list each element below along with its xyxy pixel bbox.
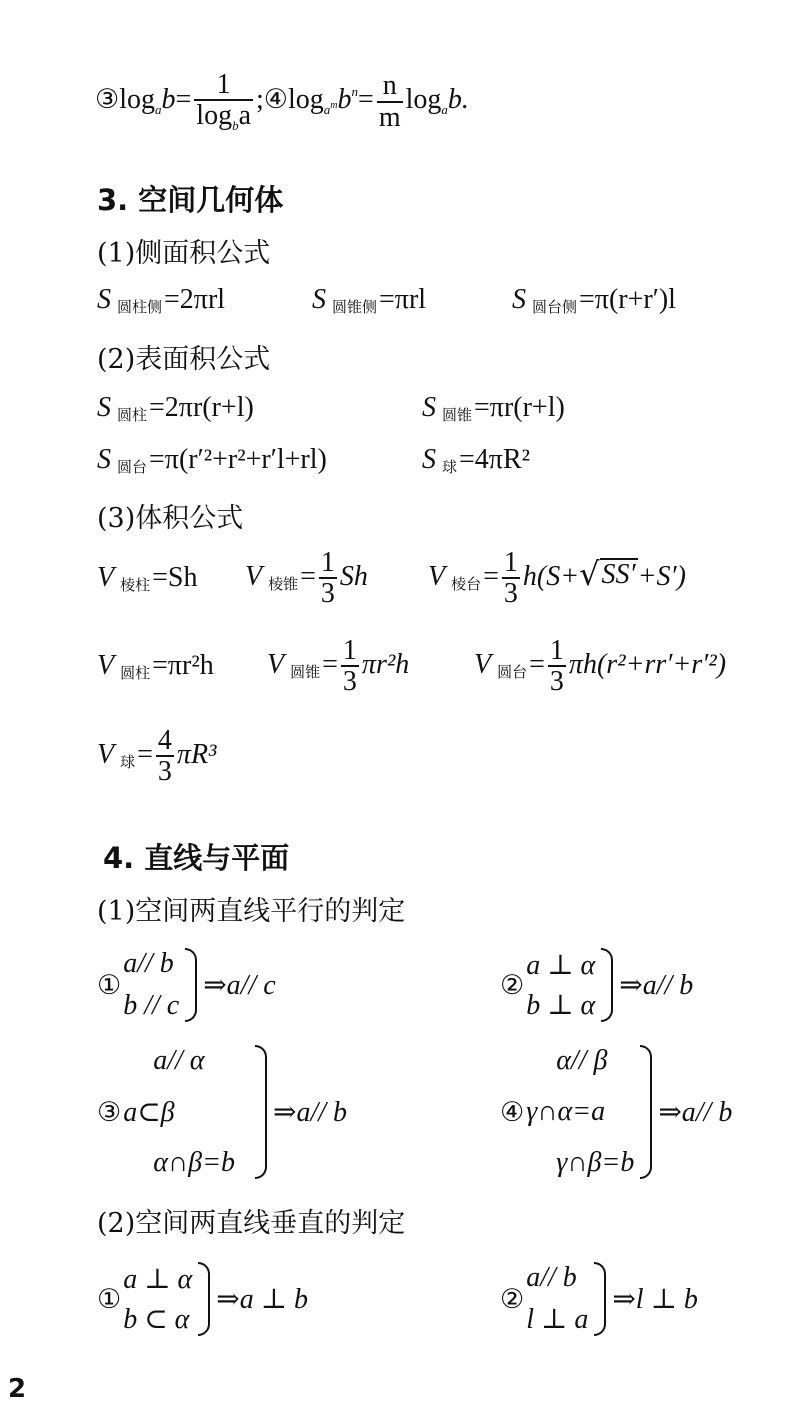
parallel-rule-4: ④ α// β γ∩α=a γ∩β=b ⇒a// b (500, 1045, 733, 1178)
fraction (194, 70, 253, 133)
log-text: log (119, 83, 155, 115)
parallel-rule-1: ① a// b b // c ⇒a// c (97, 948, 276, 1021)
parallel-rule-2: ② a ⊥ α b ⊥ α ⇒a// b (500, 950, 694, 1021)
fraction: $\frac{n}{m}$ (378, 70, 401, 133)
parallel-lines-heading: (1)空间两直线平行的判定 (97, 896, 406, 927)
formula-volume-sphere: V $_球$= $\frac{4}{3}$ πR³ (97, 725, 217, 788)
brace (185, 948, 197, 1022)
parallel-rule-3: ③ a// α a⊂β α∩β=b ⇒a// b (97, 1045, 348, 1178)
formula-surface-frustum: S $_{圆台}$=π(r′²+r²+r′l+rl) (97, 444, 327, 476)
page-number: 2 (8, 1374, 27, 1404)
formula-volume-pyramid: V $_{棱锥}$= $\frac{1}{3}$ Sh (245, 547, 368, 610)
fraction: $\frac{1}{3}$ (549, 635, 564, 698)
formula-volume-frustum-cone: V $_{圆台}$= $\frac{1}{3}$ πh(r²+rr′+r′²) (474, 635, 727, 698)
log-arg: b (161, 83, 176, 115)
perpendicular-lines-heading: (2)空间两直线垂直的判定 (97, 1208, 406, 1239)
numerator: 1 (216, 69, 231, 100)
formula-surface-cylinder: S $_{圆柱}$=2πr(r+l) (97, 392, 254, 424)
perpendicular-rule-1: ① a ⊥ α b ⊂ α ⇒a ⊥ b (97, 1264, 309, 1335)
formula-lateral-cone: S $_{圆锥侧}$=πrl (312, 284, 427, 316)
surface-area-heading: (2)表面积公式 (97, 344, 271, 375)
lateral-area-heading: (1)侧面积公式 (97, 238, 271, 269)
formula-volume-prism: V $_{棱柱}$=Sh (97, 562, 198, 594)
denominator: $\log_ba$ (196, 100, 252, 134)
volume-heading: (3)体积公式 (97, 503, 244, 534)
separator: ; (256, 83, 264, 115)
brace (640, 1045, 652, 1179)
formula-volume-frustum-pyramid: V $_{棱台}$= $\frac{1}{3}$ h(S+ √ SS′ +S′) (428, 547, 686, 610)
section-4-title: 4. 直线与平面 (103, 841, 290, 875)
brace (594, 1262, 606, 1336)
sqrt: √ SS′ (579, 554, 636, 593)
formula-lateral-frustum: S $_{圆台侧}$=π(r+r′)l (512, 284, 676, 316)
fraction: $\frac{1}{3}$ (342, 635, 357, 698)
brace (198, 1262, 210, 1336)
fraction: $\frac{1}{3}$ (320, 547, 335, 610)
formula-volume-cone: V $_{圆锥}$= $\frac{1}{3}$ πr²h (267, 635, 410, 698)
section-3-title: 3. 空间几何体 (97, 183, 284, 217)
formula-surface-cone: S $_{圆锥}$=πr(r+l) (422, 392, 565, 424)
brace (601, 948, 613, 1022)
fraction: $\frac{4}{3}$ (157, 725, 172, 788)
formula-surface-sphere: S $_球$=4πR² (422, 444, 531, 476)
formula-volume-cylinder: V $_{圆柱}$=πr²h (97, 650, 214, 682)
perpendicular-rule-2: ② a// b l ⊥ a ⇒l ⊥ b (500, 1262, 698, 1335)
log-base: am (323, 99, 338, 117)
log-base: a (155, 101, 162, 117)
brace (255, 1045, 267, 1179)
item-3-marker: ③ (95, 83, 120, 115)
formula-lateral-cylinder: S $_{圆柱侧}$=2πrl (97, 284, 226, 316)
fraction: $\frac{1}{3}$ (503, 547, 518, 610)
log-formulas-line: $③\log_ab=$ $\frac{1}{\log_ba}$ $;④\log_{a^m}b^n=$ $\frac{n}{m}$ $\log_ab$. (95, 69, 469, 134)
item-4-marker: ④ (263, 83, 289, 115)
